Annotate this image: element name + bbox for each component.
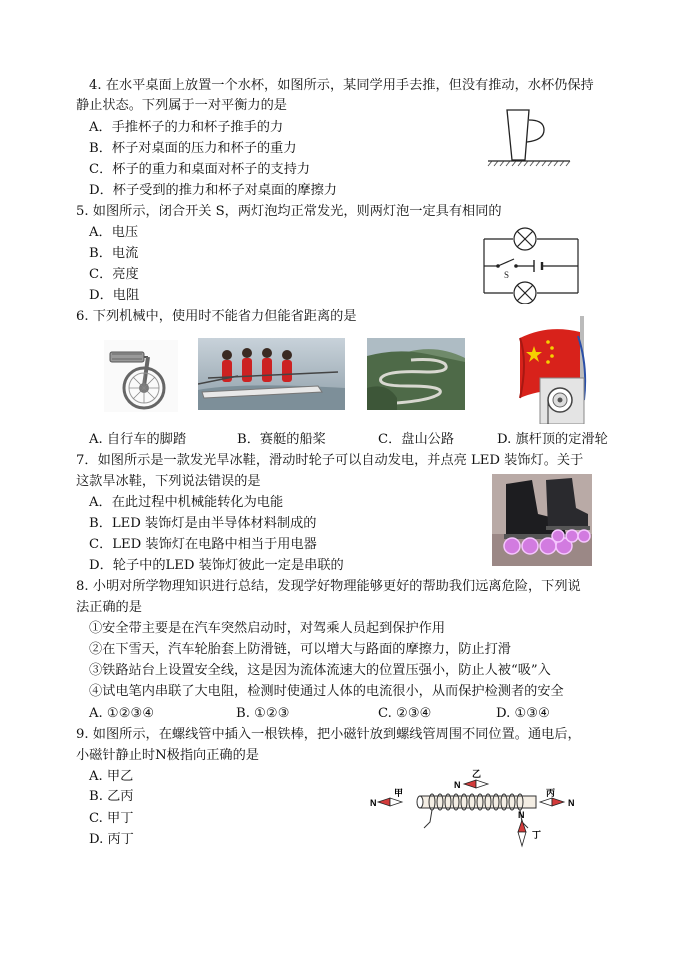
q5-stem: 5. 如图所示，闭合开关 S，两灯泡均正常发光，则两灯泡一定具有相同的	[76, 204, 502, 219]
rowing-boat-photo	[198, 338, 345, 410]
lamp-top-icon	[514, 228, 536, 250]
compass-ding-label: 丁	[532, 831, 542, 841]
compass-yi-icon	[464, 780, 488, 788]
compass-yi-label: 乙	[472, 770, 482, 780]
q9-option-d: D. 丙丁	[89, 832, 134, 847]
q4-option-b: B．杯子对桌面的压力和杯子的重力	[89, 141, 297, 156]
circuit-diagram	[480, 224, 582, 304]
q8-option-c: C. ②③④	[378, 706, 432, 721]
cup-on-table-figure	[484, 106, 574, 170]
q5-option-b: B．电流	[89, 246, 139, 261]
q8-stem-line2: 法正确的是	[76, 600, 142, 615]
q6-option-a: A. 自行车的脚踏	[89, 432, 187, 447]
q9-option-a: A. 甲乙	[89, 769, 134, 784]
q8-option-b: B. ①②③	[236, 706, 290, 721]
q7-option-a: A．在此过程中机械能转化为电能	[89, 495, 284, 510]
q6-option-c: C．盘山公路	[378, 432, 455, 447]
q9-stem-line2: 小磁针静止时N极指向正确的是	[76, 748, 259, 763]
q6-stem: 6. 下列机械中，使用时不能省力但能省距离的是	[76, 309, 357, 324]
q8-statement-2: ②在下雪天，汽车轮胎套上防滑链，可以增大与路面的摩擦力，防止打滑	[89, 642, 511, 657]
bicycle-pedal-image	[104, 340, 178, 412]
compass-jia-icon	[378, 798, 402, 806]
q8-statement-3: ③铁路站台上设置安全线，这是因为流体流速大的位置压强小，防止人被“吸”入	[89, 663, 551, 678]
compass-bing-n-label: N	[568, 798, 575, 808]
compass-ding-n-label: N	[518, 810, 525, 820]
mountain-road-photo	[367, 338, 465, 410]
q4-stem-line1: 4. 在水平桌面上放置一个水杯，如图所示，某同学用手去推，但没有推动，水杯仍保持	[89, 78, 594, 93]
q7-option-b: B．LED 装饰灯是由半导体材料制成的	[89, 516, 317, 531]
q8-option-a: A. ①②③④	[89, 706, 155, 721]
q7-option-d: D．轮子中的LED 装饰灯彼此一定是串联的	[89, 558, 344, 573]
compass-jia-n-label: N	[370, 798, 377, 808]
q7-stem-line1: 7．如图所示是一款发光旱冰鞋，滑动时轮子可以自动发电，并点亮 LED 装饰灯。关于	[76, 453, 584, 468]
flagpole-pulley-photo	[514, 316, 594, 424]
q7-stem-line2: 这款旱冰鞋，下列说法错误的是	[76, 474, 261, 489]
solenoid-compass-diagram	[368, 768, 582, 854]
q6-option-b: B．赛艇的船桨	[237, 432, 326, 447]
light-up-skates-photo	[492, 474, 592, 566]
q4-stem-line2: 静止状态。下列属于一对平衡力的是	[76, 98, 287, 113]
compass-bing-icon	[540, 798, 564, 806]
compass-yi-n-label: N	[454, 780, 461, 790]
q9-option-c: C. 甲丁	[89, 811, 134, 826]
q8-statement-4: ④试电笔内串联了大电阻，检测时使通过人体的电流很小，从而保护检测者的安全	[89, 684, 564, 699]
q6-option-d: D. 旗杆顶的定滑轮	[497, 432, 608, 447]
compass-bing-label: 丙	[546, 789, 556, 799]
q5-option-c: C．亮度	[89, 267, 139, 282]
compass-jia-label: 甲	[394, 789, 404, 799]
q5-option-a: A．电压	[89, 225, 139, 240]
q9-stem-line1: 9. 如图所示，在螺线管中插入一根铁棒，把小磁针放到螺线管周围不同位置。通电后，	[76, 727, 581, 742]
q4-option-d: D．杯子受到的推力和杯子对桌面的摩擦力	[89, 183, 337, 198]
q4-option-c: C．杯子的重力和桌面对杯子的支持力	[89, 162, 311, 177]
q8-stem-line1: 8. 小明对所学物理知识进行总结，发现学好物理能够更好的帮助我们远离危险，下列说	[76, 579, 581, 594]
q9-option-b: B. 乙丙	[89, 789, 134, 804]
q5-option-d: D．电阻	[89, 288, 140, 303]
compass-ding-icon	[518, 820, 526, 846]
q8-statement-1: ①安全带主要是在汽车突然启动时，对驾乘人员起到保护作用	[89, 621, 446, 636]
q7-option-c: C．LED 装饰灯在电路中相当于用电器	[89, 537, 317, 552]
q4-option-a: A．手推杯子的力和杯子推手的力	[89, 120, 284, 135]
q8-option-d: D. ①③④	[496, 706, 550, 721]
switch-label: S	[504, 270, 510, 280]
lamp-bottom-icon	[514, 282, 536, 304]
